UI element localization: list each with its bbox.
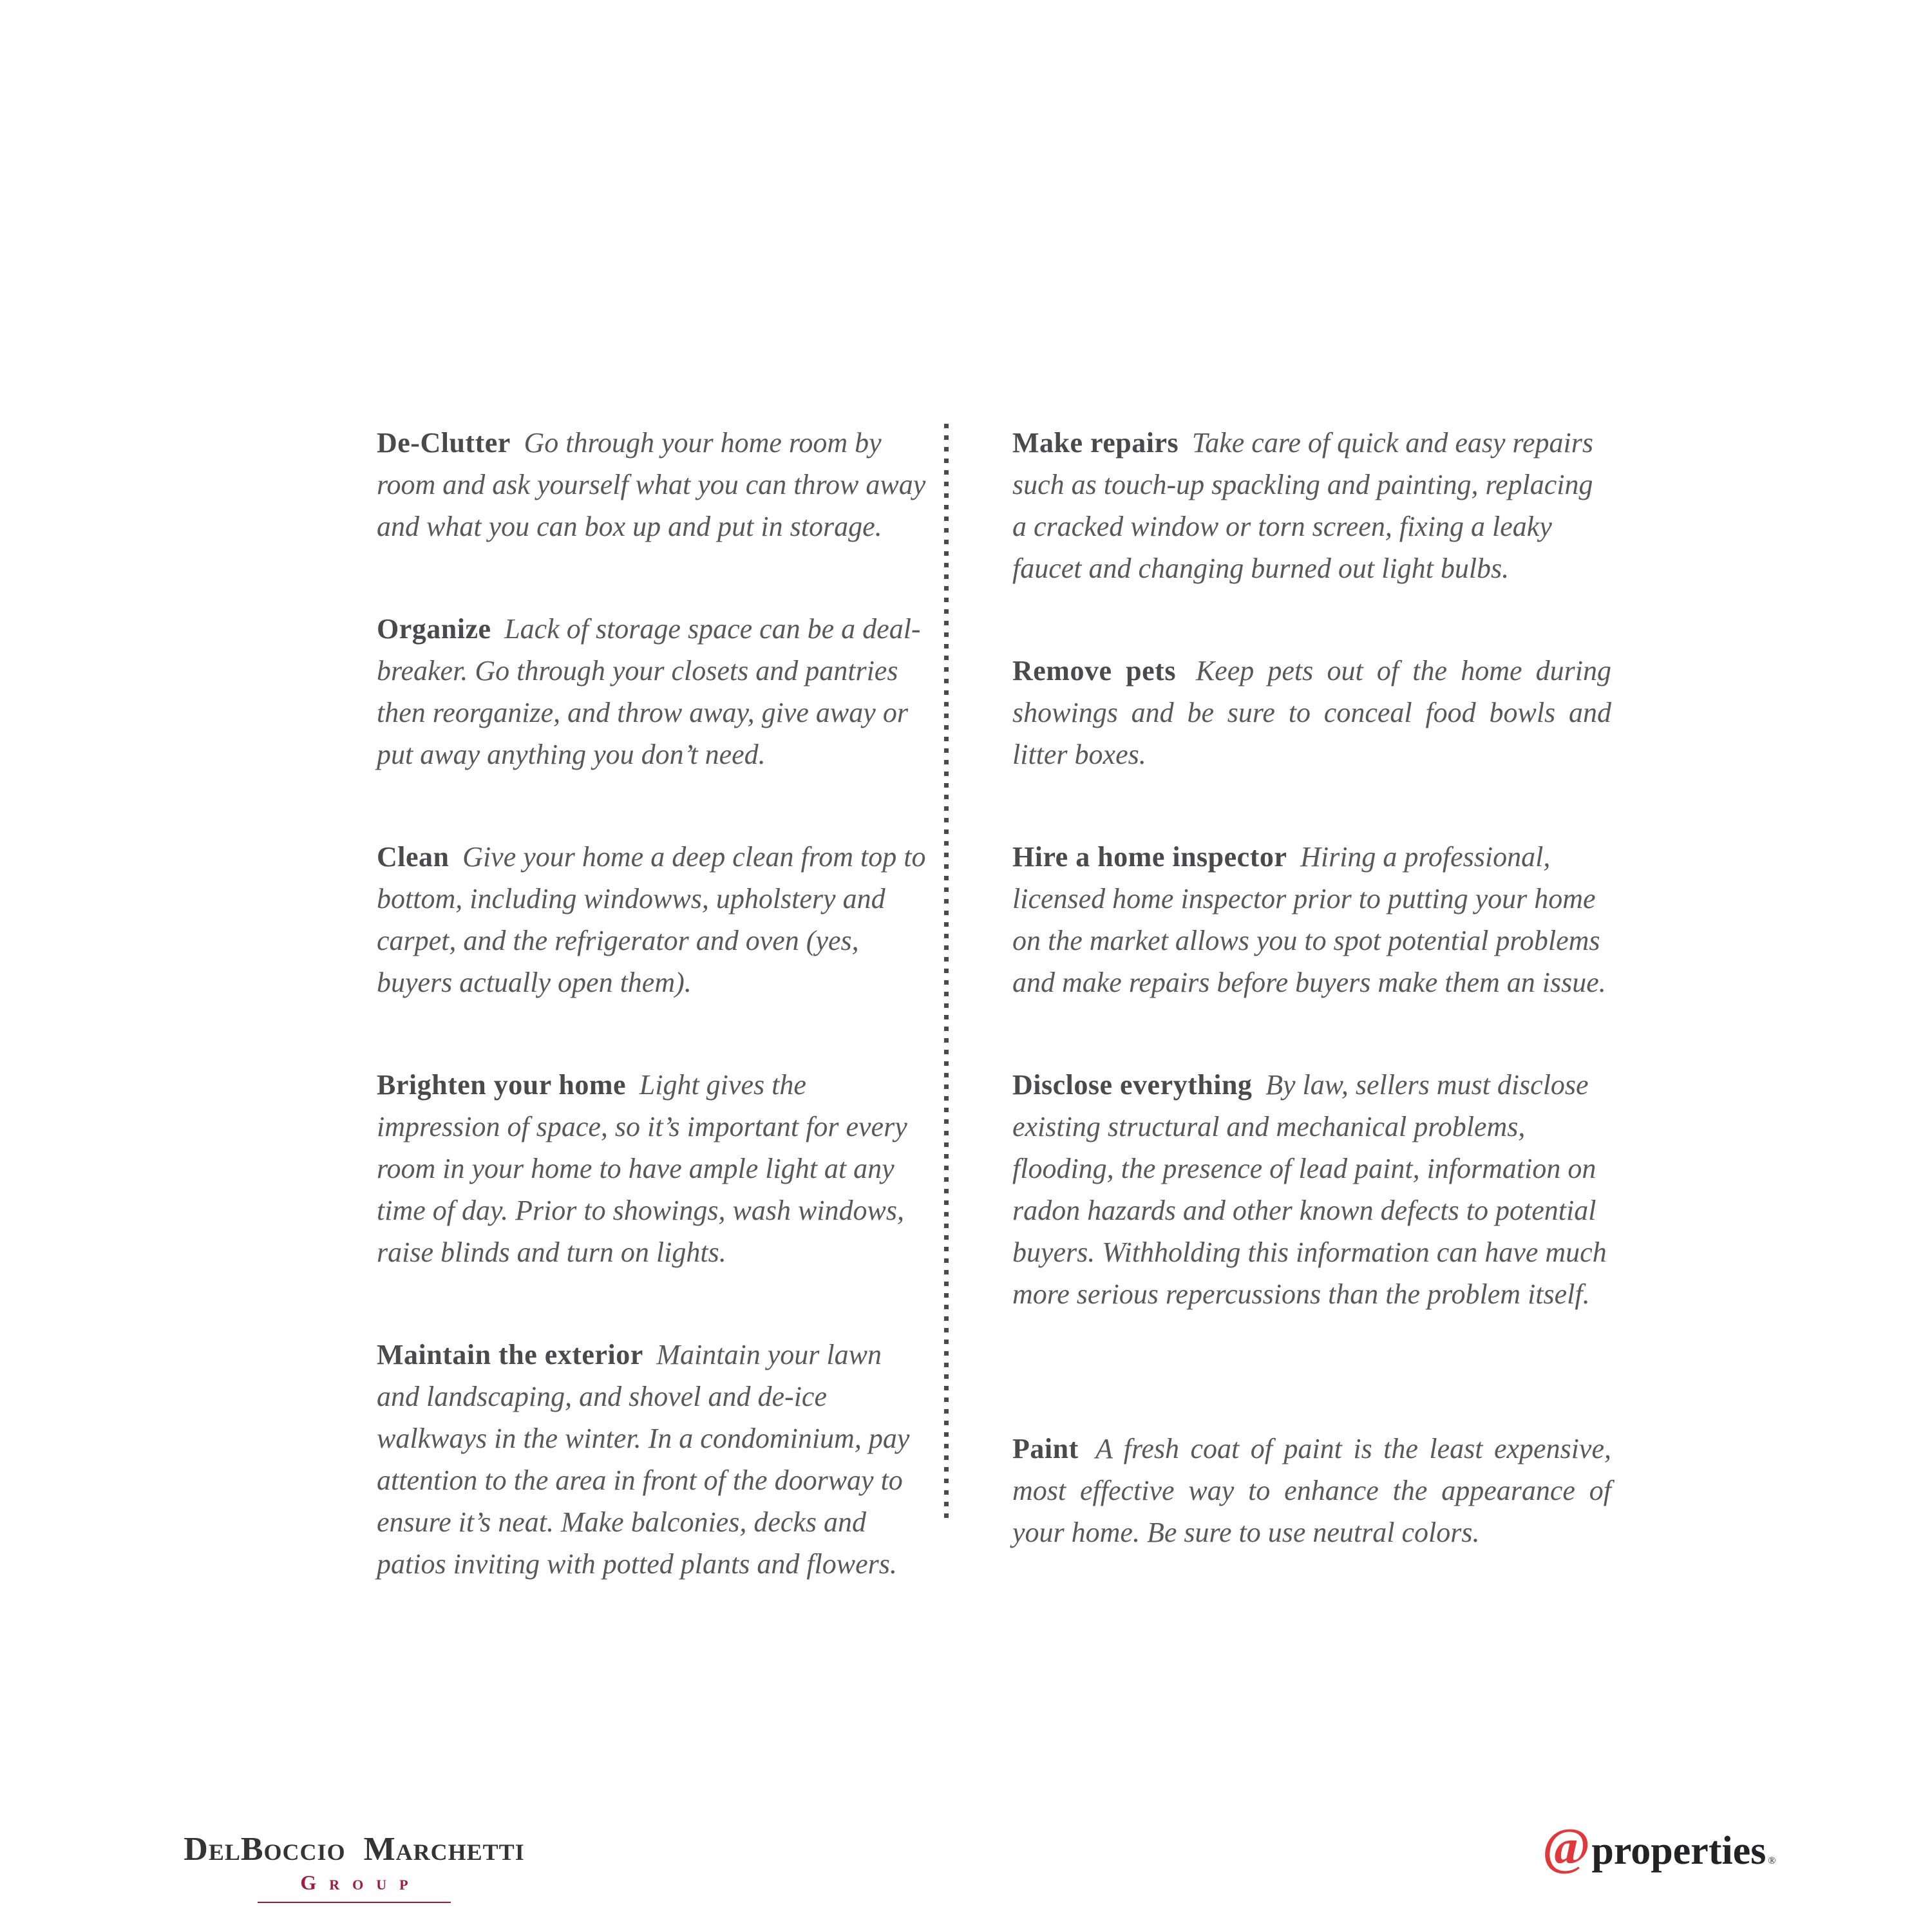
tip-heading: Organize (377, 613, 491, 645)
tip-section-left-1 (377, 608, 931, 775)
tip-section-right-2 (1012, 836, 1611, 1003)
tip-heading: Paint (1012, 1433, 1079, 1464)
tip-body: Give your home a deep clean from top to bottom, including windowws, upholstery and carpet, and the refrigerator and oven (yes, buyers actually open them). (377, 841, 926, 998)
tip-section-left-0 (377, 422, 931, 547)
tip-section-right-3 (1012, 1064, 1611, 1315)
tip-section-left-3 (377, 1064, 931, 1273)
delboccio-marchetti-logo (184, 1831, 525, 1903)
at-symbol-icon: @ (1542, 1819, 1591, 1875)
dm-underline-rule (258, 1902, 451, 1903)
tip-section-left-4 (377, 1334, 931, 1585)
tip-body: Take care of quick and easy repairs such as touch-up spackling and painting, replacing a cracked window or torn screen, fixing a leaky faucet and changing burned out light bulbs. (1012, 427, 1594, 584)
dotted-column-divider (944, 424, 949, 1522)
atproperties-wordmark: properties (1591, 1829, 1766, 1873)
tip-heading: Disclose everything (1012, 1069, 1253, 1101)
dm-group-label: Group (300, 1871, 421, 1894)
tip-body: Lack of storage space can be a deal-breaker. Go through your closets and pantries then reorganize, and throw away, give away or put away anything you don’t need. (377, 613, 921, 770)
tip-body: Go through your home room by room and ask yourself what you can throw away and what you can box up and put in storage. (377, 427, 926, 542)
tip-heading: Maintain the exterior (377, 1339, 643, 1370)
tip-body: A fresh coat of paint is the least expensive, most effective way to enhance the appearance of your home. Be sure to use neutral colors. (1012, 1433, 1611, 1548)
tip-heading: Hire a home inspector (1012, 841, 1287, 873)
tip-body: Light gives the impression of space, so it’s important for every room in your home to have ample light at any time of day. Prior to showings, wash windows, raise blinds and turn on lights. (377, 1069, 907, 1268)
tip-body: Maintain your lawn and landscaping, and shovel and de-ice walkways in the winter. In a condominium, pay attention to the area in front of the doorway to ensure it’s neat. Make balconies, decks and patios inviting with potted plants and flowers. (377, 1339, 910, 1580)
tip-body: Keep pets out of the home during showings and be sure to conceal food bowls and litter boxes. (1012, 655, 1612, 770)
dm-name-delboccio: DelBoccio (184, 1831, 346, 1868)
right-text-column (1012, 422, 1611, 1614)
tip-heading: Make repairs (1012, 427, 1179, 459)
dm-name-marchetti: Marchetti (363, 1831, 525, 1868)
dm-logo-names (184, 1831, 525, 1868)
tip-body: By law, sellers must disclose existing structural and mechanical problems, flooding, the presence of lead paint, information on radon hazards and other known defects to potential buyers. Withholding this information can have much more serious repercussions than the problem itself. (1012, 1069, 1607, 1310)
tip-section-left-2 (377, 836, 931, 1003)
left-text-column (377, 422, 931, 1645)
tip-heading: Remove pets (1012, 655, 1176, 687)
tip-body: Hiring a professional, licensed home inspector prior to putting your home on the market allows you to spot potential problems and make repairs before buyers make them an issue. (1012, 841, 1606, 998)
tip-section-right-4 (1012, 1428, 1611, 1553)
tip-section-right-1 (1012, 650, 1611, 775)
tip-heading: Clean (377, 841, 450, 873)
atproperties-logo (1542, 1821, 1776, 1873)
tip-heading: De-Clutter (377, 427, 511, 459)
registered-trademark-icon: ® (1768, 1855, 1776, 1866)
tip-heading: Brighten your home (377, 1069, 627, 1101)
tip-section-right-0 (1012, 422, 1611, 589)
